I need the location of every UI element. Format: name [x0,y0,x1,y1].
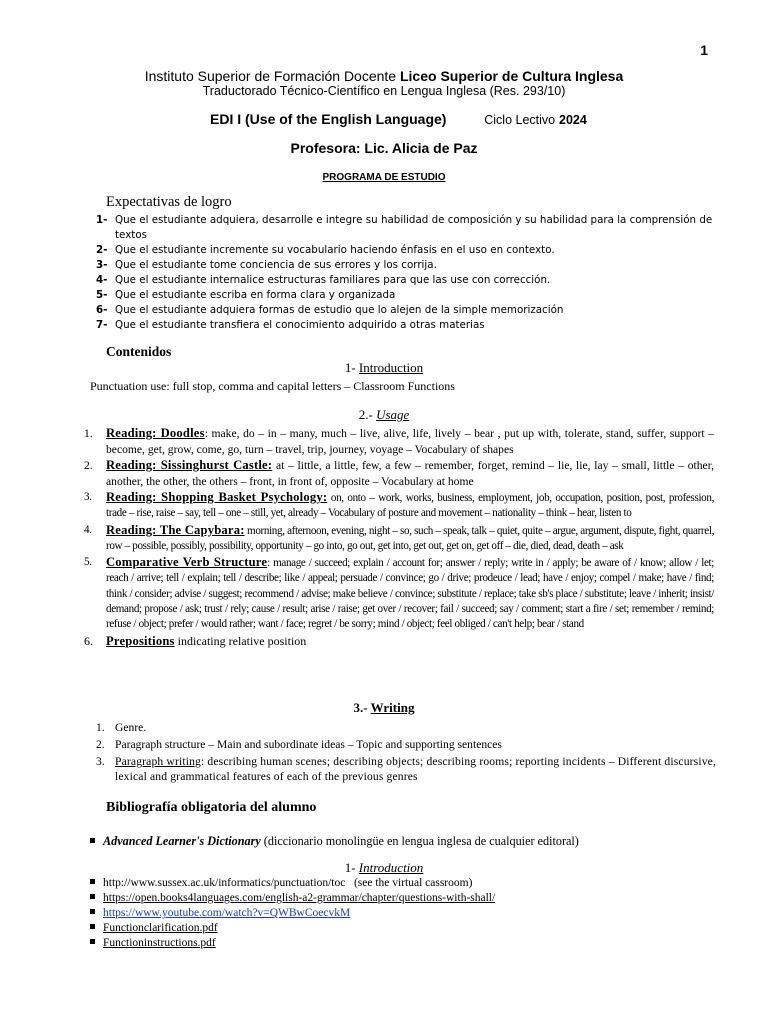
institute-name: Liceo Superior de Cultura Inglesa [399,68,624,84]
course-line [210,111,587,127]
intro-text: Punctuation use: full stop, comma and capital letters – Classroom Functions [90,379,455,393]
list-item: 5. Comparative Verb Structure: manage / succeed; explain / account for; answer / reply; write in / apply; be aware of / know; allow / let; reach / arrive; tell / explain; tell / describe; like / appeal; persuade / convince; go / drive; prodeuce / lead; have / enjoy; compel / make; have / find; think / consider; advise / suggest; recommend / advise; make believe / convince; substitute / replace; take sb's place / substitute; leave / inherit; insist/ demand; propose / ask; trust / rely; cause / result; arise / raise; get over / recover; fail / succeed; say / comment; start a fire / set; remember / remind; refuse / object; prefer / would rather; want / face; regret / be sorry; mind / object; feel obliged / can't help; bear / stand [84,555,714,631]
intro-heading: 1- Introduction [344,360,424,375]
bullet-icon [90,894,95,899]
list-item: 3- Que el estudiante tome conciencia de sus errores y los corrija. [96,259,437,271]
list-item [90,921,495,936]
bullet-icon [90,909,95,914]
list-item: 6. Prepositions indicating relative position [84,633,307,648]
course-title: EDI I (Use of the English Language) [210,111,447,127]
dictionary-item: Advanced Learner's Dictionary (diccionario monolingüe en lengua inglesa de cualquier editoral) [90,834,579,849]
list-item: 7- Que el estudiante transfiera el conocimiento adquirido a otras materias [96,319,485,331]
list-item [90,906,495,921]
bullet-icon [90,838,95,843]
link-list [90,876,495,951]
reading-title: Reading: Shopping Basket Psychology: [106,490,328,504]
writing-list [96,720,716,786]
page-number: 1 [700,42,708,58]
list-item: 1. Genre. [96,721,147,734]
cycle-label: Ciclo Lectivo [484,113,556,127]
reading-title: Reading: The Capybara: [106,522,245,537]
usage-title: Usage [376,407,410,422]
bullet-icon [90,924,95,929]
list-item: 2. Reading: Sissinghurst Castle: at – little, a little, few, a few – remember, forget, remind – lie, lie, lay – small, little – other, another, the other, the others – front, in front of, opposite – Vocabulary at home [84,458,714,488]
biblio-intro-heading: 1- Introduction [344,860,424,875]
intro-title: Introduction [358,360,424,375]
dictionary-title: Advanced Learner's Dictionary [103,834,261,848]
list-item: 5- Que el estudiante escriba en forma clara y organizada [96,289,396,301]
link-function-clarification[interactable]: Functionclarification.pdf [103,922,218,934]
list-item: 2. Paragraph structure – Main and subordinate ideas – Topic and supporting sentences [96,738,502,751]
list-item: 6- Que el estudiante adquiera formas de estudio que lo alejen de la simple memorización [96,304,564,316]
bibliography-title: Bibliografía obligatoria del alumno [106,800,317,815]
link-sussex[interactable]: http://www.sussex.ac.uk/informatics/punctuation/toc [103,877,346,889]
list-item: 1- Que el estudiante adquiera, desarrolle e integre su habilidad de composición y su habilidad para la comprensión de textos [96,214,713,241]
reading-title: Reading: Sissinghurst Castle: [106,458,273,472]
bullet-icon [90,939,95,944]
list-item: 2- Que el estudiante incremente su vocabulario haciendo énfasis en el uso en contexto. [96,244,555,256]
biblio-intro-title: Introduction [358,860,424,875]
list-item: 3. Reading: Shopping Basket Psychology: on, onto – work, works, business, employment, job, occupation, position, post, profession, trade – rise, raise – say, tell – one – still, yet, already – Vocabulary of posture and movement – nationality – think – hear, listen to [84,490,714,520]
institute-prefix: Instituto Superior de Formación Docente [144,68,397,84]
list-item [90,936,495,951]
list-item [90,891,495,906]
reading-title: Reading: Doodles [106,426,205,440]
usage-list [84,426,714,650]
expectations-list [96,213,726,333]
section-title: Comparative Verb Structure [106,555,268,570]
writing-heading: 3.- Writing [353,700,415,715]
institute-line [0,68,768,84]
link-youtube[interactable]: https://www.youtube.com/watch?v=QWBwCoecvkM [103,907,351,919]
section-title: Paragraph writing [115,755,201,768]
list-item: 4- Que el estudiante internalice estructuras familiares para que las use con corrección. [96,274,551,286]
program-title: PROGRAMA DE ESTUDIO [322,172,446,183]
link-function-instructions[interactable]: Functioninstructions.pdf [103,937,216,949]
expectations-title: Expectativas de logro [106,194,232,210]
section-title: Prepositions [106,633,175,648]
contents-title: Contenidos [106,344,172,359]
teacher-line: Profesora: Lic. Alicia de Paz [290,140,478,156]
cycle-year: 2024 [559,113,587,127]
program-line: Traductorado Técnico-Científico en Lengua Inglesa (Res. 293/10) [202,84,566,98]
list-item: http://www.sussex.ac.uk/informatics/punctuation/toc (see the virtual cassroom) [90,876,495,891]
list-item: 1. Reading: Doodles: make, do – in – many, much – live, alive, life, lively – bear , put up with, tolerate, stand, suffer, support – become, get, grow, come, go, turn – travel, trip, journey, voyage – Vocabulary of shapes [84,426,714,456]
link-books4languages[interactable]: https://open.books4languages.com/english-a2-grammar/chapter/questions-with-shall/ [103,892,496,904]
writing-title: Writing [370,700,415,715]
list-item: 3. Paragraph writing: describing human scenes; describing objects; describing rooms; reporting incidents – Different discursive, lexical and grammatical features of each of the previous genres [96,755,716,783]
bullet-icon [90,879,95,884]
list-item: 4. Reading: The Capybara: morning, afternoon, evening, night – so, such – speak, talk – quiet, quite – argue, argument, dispute, fight, quarrel, row – possible, possibly, possibility, opportunity – go into, go out, get into, get out, get on, get off – die, died, dead, death – ask [84,522,714,552]
usage-heading: 2.- Usage [358,407,410,422]
